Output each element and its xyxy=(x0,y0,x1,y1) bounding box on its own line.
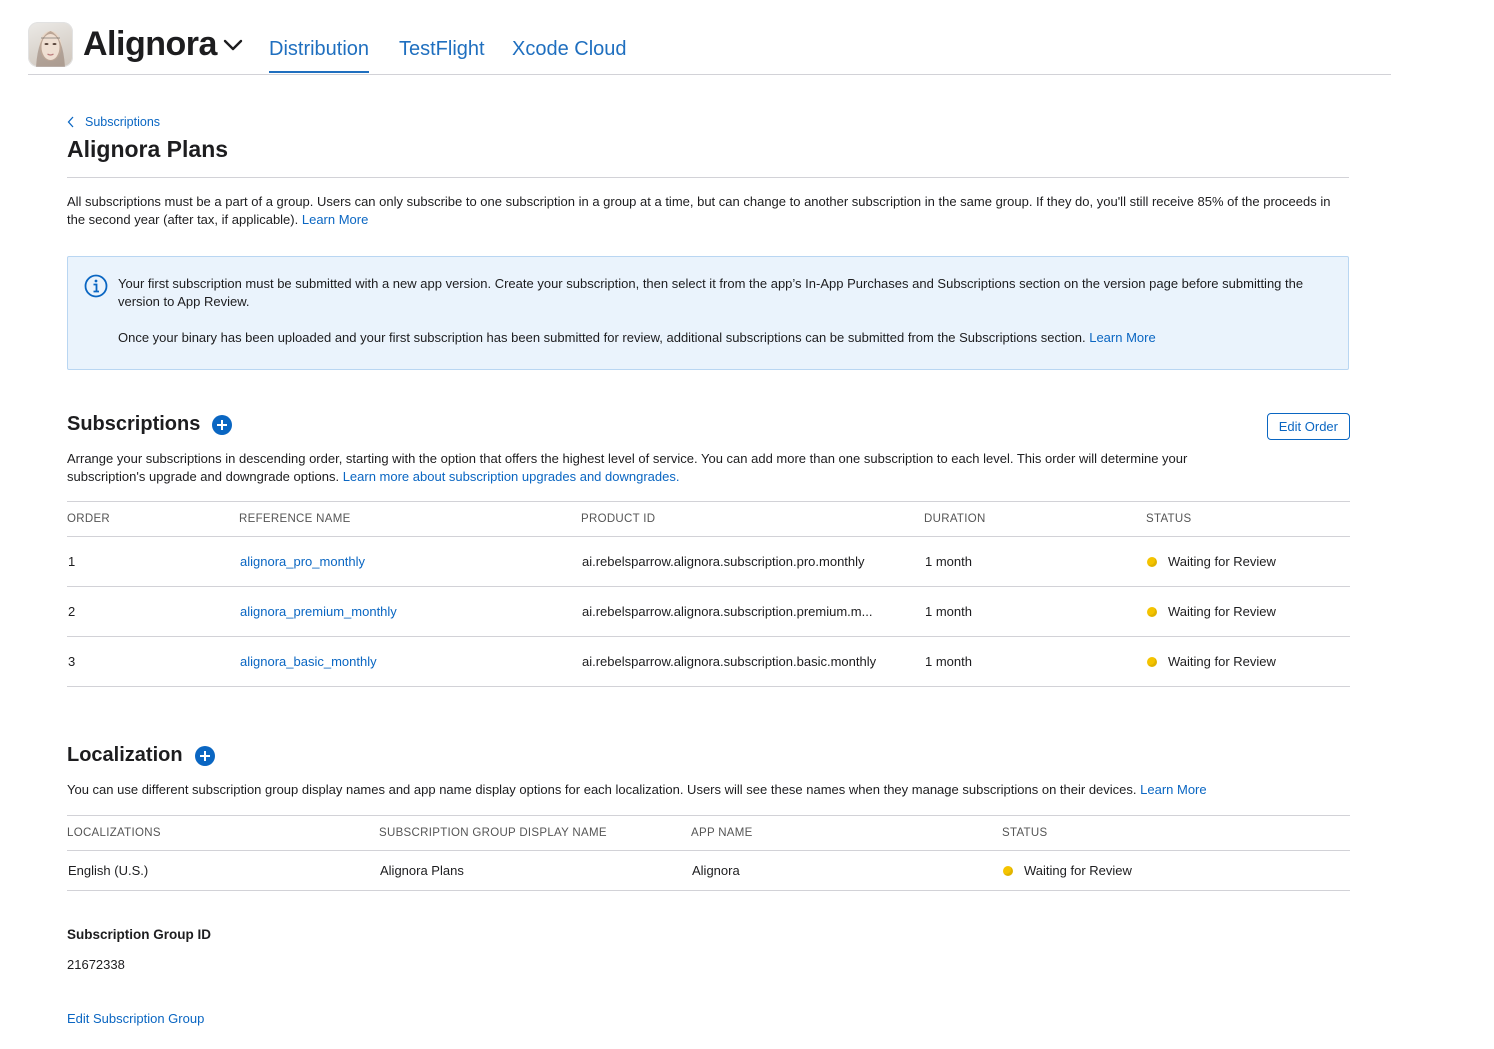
tab-xcode-cloud[interactable]: Xcode Cloud xyxy=(512,38,627,60)
subscriptions-heading xyxy=(67,413,232,436)
column-header-product-id[interactable]: PRODUCT ID xyxy=(581,513,656,525)
product-id-cell: ai.rebelsparrow.alignora.subscription.basic.monthly xyxy=(582,654,877,669)
status-label: Waiting for Review xyxy=(1168,654,1276,669)
column-header-app-name[interactable]: APP NAME xyxy=(691,827,753,839)
order-cell: 3 xyxy=(68,654,76,669)
app-icon[interactable] xyxy=(28,22,73,67)
status-cell xyxy=(1146,654,1350,669)
reference-name-link[interactable]: alignora_basic_monthly xyxy=(240,654,377,669)
edit-order-button[interactable]: Edit Order xyxy=(1267,413,1350,440)
subscriptions-description-text: Arrange your subscriptions in descending order, starting with the option that offers the highest level of service. You can add more than one subscription to each level. This order will determine your subscription's upgrade and downgrade options. xyxy=(67,451,1188,484)
column-header-group-display-name[interactable]: SUBSCRIPTION GROUP DISPLAY NAME xyxy=(379,827,607,839)
status-cell xyxy=(1146,604,1350,619)
column-header-order[interactable]: ORDER xyxy=(67,513,111,525)
info-icon xyxy=(84,274,108,298)
top-navigation-bar xyxy=(28,0,1391,75)
chevron-down-icon[interactable] xyxy=(223,38,243,52)
product-id-cell: ai.rebelsparrow.alignora.subscription.pro.monthly xyxy=(582,554,865,569)
table-row xyxy=(67,587,1350,637)
app-name-cell: Alignora xyxy=(692,863,740,878)
order-cell: 1 xyxy=(68,554,76,569)
subscriptions-description xyxy=(67,450,1237,486)
breadcrumb-subscriptions-link[interactable]: Subscriptions xyxy=(85,115,161,129)
reference-name-link[interactable]: alignora_premium_monthly xyxy=(240,604,397,619)
subscriptions-title: Subscriptions xyxy=(67,413,201,435)
status-cell xyxy=(1146,554,1350,569)
table-header xyxy=(67,501,1350,537)
chevron-left-icon[interactable] xyxy=(67,116,75,128)
status-label: Waiting for Review xyxy=(1168,554,1276,569)
subscriptions-table xyxy=(67,501,1350,687)
info-learn-more-link[interactable]: Learn More xyxy=(1089,330,1156,345)
tab-distribution[interactable]: Distribution xyxy=(269,38,369,73)
add-localization-button[interactable] xyxy=(195,746,215,766)
add-subscription-button[interactable] xyxy=(212,415,232,435)
localization-title: Localization xyxy=(67,744,183,766)
status-cell xyxy=(1002,863,1350,878)
subscription-group-id-value: 21672338 xyxy=(67,957,125,972)
reference-name-link[interactable]: alignora_pro_monthly xyxy=(240,554,366,569)
status-label: Waiting for Review xyxy=(1024,863,1132,878)
info-paragraph-1: Your first subscription must be submitted with a new app version. Create your subscription, then select it from the app’s In-App Purchases and Subscriptions section on the version page before submitting the version to App Review. xyxy=(118,276,1304,309)
status-dot-icon xyxy=(1147,657,1157,667)
intro-text xyxy=(67,193,1337,229)
localization-learn-more-link[interactable]: Learn More xyxy=(1140,782,1207,797)
table-header xyxy=(67,815,1350,851)
localization-heading xyxy=(67,744,215,767)
column-header-reference-name[interactable]: REFERENCE NAME xyxy=(239,513,351,525)
intro-body: All subscriptions must be a part of a group. Users can only subscribe to one subscription in a group at a time, but can change to another subscription in the same group. If they do, you'll still receive 85% of the proceeds in the second year (after tax, if applicable). xyxy=(67,194,1331,227)
info-paragraph-2 xyxy=(118,329,1318,347)
breadcrumb xyxy=(67,115,160,129)
display-name-cell: Alignora Plans xyxy=(380,863,464,878)
table-row[interactable] xyxy=(67,851,1350,891)
status-label: Waiting for Review xyxy=(1168,604,1276,619)
info-banner xyxy=(67,256,1349,370)
column-header-localizations[interactable]: LOCALIZATIONS xyxy=(67,827,161,839)
column-header-status[interactable]: STATUS xyxy=(1002,827,1048,839)
upgrades-learn-more-link[interactable]: Learn more about subscription upgrades and downgrades. xyxy=(342,469,680,484)
localization-table xyxy=(67,815,1350,891)
column-header-duration[interactable]: DURATION xyxy=(924,513,986,525)
localization-cell[interactable]: English (U.S.) xyxy=(68,863,149,878)
status-dot-icon xyxy=(1147,557,1157,567)
column-header-status[interactable]: STATUS xyxy=(1146,513,1192,525)
status-dot-icon xyxy=(1147,607,1157,617)
status-dot-icon xyxy=(1003,866,1013,876)
product-id-cell: ai.rebelsparrow.alignora.subscription.premium.m... xyxy=(582,604,873,619)
localization-description-text: You can use different subscription group display names and app name display options for each localization. Users will see these names when they manage subscriptions on their devices. xyxy=(67,782,1137,797)
intro-learn-more-link[interactable]: Learn More xyxy=(301,212,369,227)
duration-cell: 1 month xyxy=(925,654,972,669)
divider xyxy=(67,177,1349,178)
edit-subscription-group-link[interactable]: Edit Subscription Group xyxy=(67,1011,205,1026)
app-name[interactable]: Alignora xyxy=(83,25,217,63)
page-title: Alignora Plans xyxy=(67,136,229,162)
subscription-group-id-label: Subscription Group ID xyxy=(67,927,211,942)
duration-cell: 1 month xyxy=(925,604,972,619)
duration-cell: 1 month xyxy=(925,554,972,569)
order-cell: 2 xyxy=(68,604,76,619)
localization-description xyxy=(67,781,1350,799)
table-row xyxy=(67,537,1350,587)
tab-testflight[interactable]: TestFlight xyxy=(399,38,485,60)
table-row xyxy=(67,637,1350,687)
info-paragraph-2-text: Once your binary has been uploaded and your first subscription has been submitted for review, additional subscriptions can be submitted from the Subscriptions section. xyxy=(118,330,1086,345)
